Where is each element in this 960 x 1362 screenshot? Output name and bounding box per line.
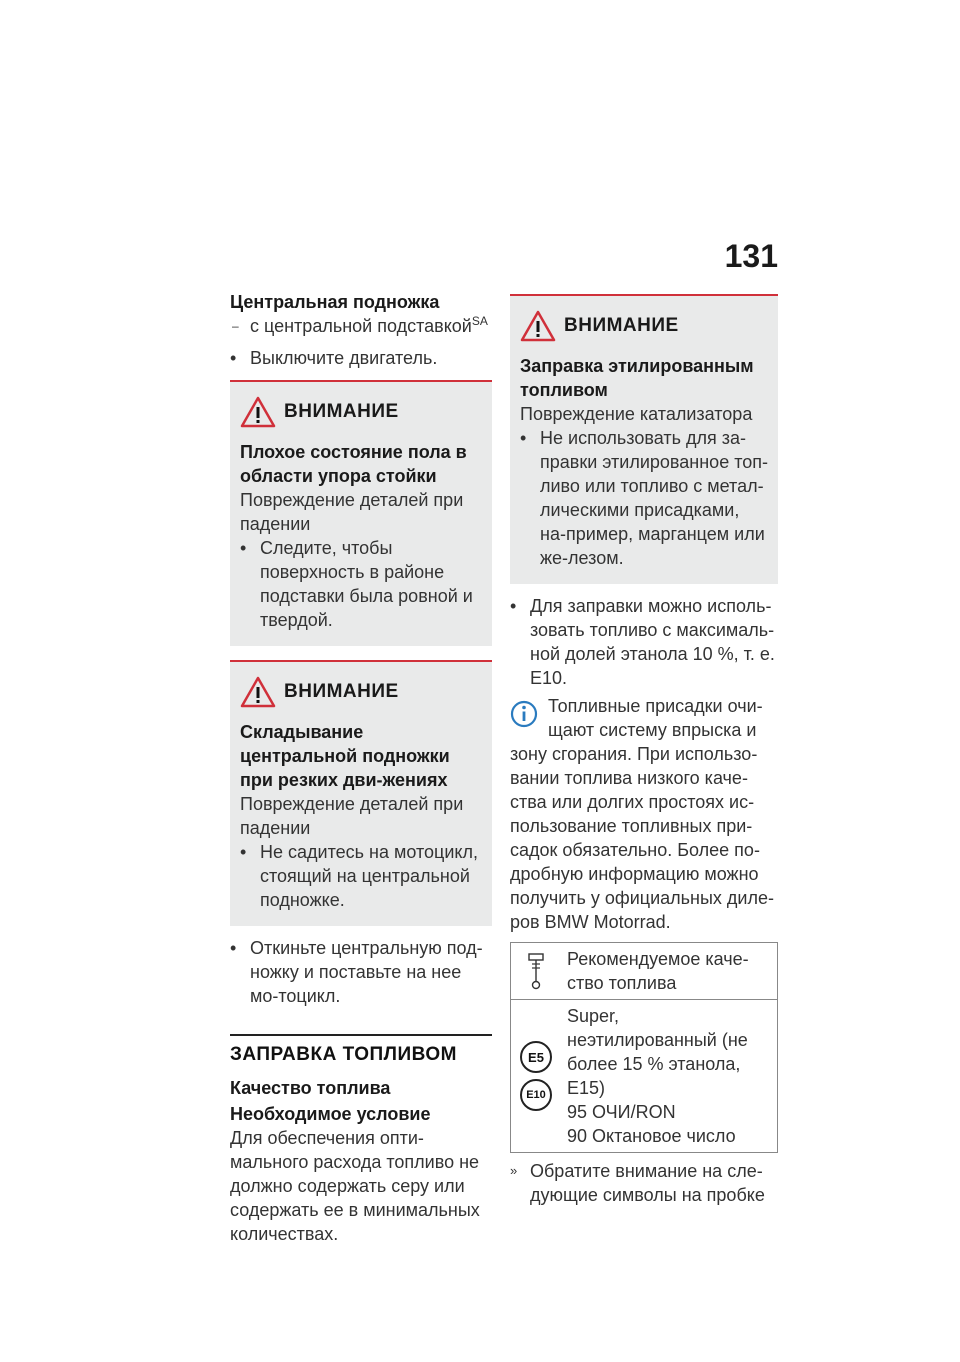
equipment-note-text: с центральной подставкой [250,316,472,336]
fuel-pump-icon [526,952,546,990]
warning-header [520,310,768,342]
cap-symbols-note: » Обратите внимание на сле-дующие символы на пробке [510,1159,778,1207]
fuel-type: Super, неэтилированный (не более 15 % этанола, E15) [567,1006,748,1098]
fuel-table [510,942,778,1153]
warning-instruction: • Не использовать для за-правки этилированное топ-ливо или топливо с метал-лическими присадками, на-пример, марганцем или же-лезом. [520,426,768,570]
equipment-note [230,314,492,338]
requirement-heading: Необходимое условие [230,1104,431,1124]
fuel-spec-text [561,1000,777,1152]
warning-triangle-icon [240,676,276,708]
fuel-quality-heading: Качество топлива [230,1078,391,1098]
sa-superscript: SA [471,314,488,328]
info-note [510,694,778,742]
warning-box-leaded-fuel [510,294,778,584]
centre-stand-heading: Центральная подножка [230,292,440,312]
warning-box-floor [230,380,492,646]
page-number: 131 [724,238,778,274]
fuel-badges [511,1000,561,1152]
warning-header [240,676,482,708]
sulfur-paragraph: Для обеспечения опти-мального расхода топливо не должно содержать серу или содержать ее в минимальных количествах. [230,1128,480,1244]
warning-subtitle: Заправка этилированным топливом [520,356,754,400]
fuel-pump-icon-cell [511,943,561,999]
warning-header [240,396,482,428]
info-body: зону сгорания. При использо-вании топлива низкого каче-ства или долгих простоях ис-пользование топливных при-садок обязательно. Более по-дробную информацию можно получить у официальных диле-ров BMW Motorrad. [510,744,774,932]
octane-value: 90 Октановое число [567,1126,736,1146]
warning-triangle-icon [520,310,556,342]
warning-consequence: Повреждение деталей при падении [240,794,464,838]
warning-triangle-icon [240,396,276,428]
warning-consequence: Повреждение катализатора [520,404,753,424]
fuel-table-header-row [511,943,777,999]
fuel-table-spec-row [511,999,777,1152]
section-title: ЗАПРАВКА ТОПЛИВОМ [230,1034,492,1066]
fuel-table-header: Рекомендуемое каче-ство топлива [567,949,749,993]
e5-badge-icon: E5 [520,1041,552,1073]
warning-title: ВНИМАНИЕ [284,681,399,702]
info-first-lines: Топливные присадки очи-щают систему впрыска и [548,696,763,740]
warning-subtitle: Плохое состояние пола в области упора стойки [240,442,467,486]
warning-consequence: Повреждение деталей при падении [240,490,464,534]
warning-instruction: • Следите, чтобы поверхность в районе подставки была ровной и твердой. [240,536,482,632]
deploy-stand-step: • Откиньте центральную под-ножку и поставьте на нее мо-тоцикл. [230,936,492,1008]
left-column [230,290,492,1246]
right-column [510,294,778,1207]
engine-off-step: • Выключите двигатель. [230,346,492,370]
info-icon [510,700,538,728]
warning-instruction: • Не садитесь на мотоцикл, стоящий на центральной подножке. [240,840,482,912]
e10-badge-icon: E10 [520,1079,552,1111]
warning-title: ВНИМАНИЕ [564,315,679,336]
ron-value: 95 ОЧИ/RON [567,1102,676,1122]
ethanol-note: • Для заправки можно исполь-зовать топливо с максималь-ной долей этанола 10 %, т. е. E10. [510,594,778,690]
warning-box-folding [230,660,492,926]
warning-title: ВНИМАНИЕ [284,401,399,422]
warning-subtitle: Складывание центральной подножки при резких дви-жениях [240,722,450,790]
